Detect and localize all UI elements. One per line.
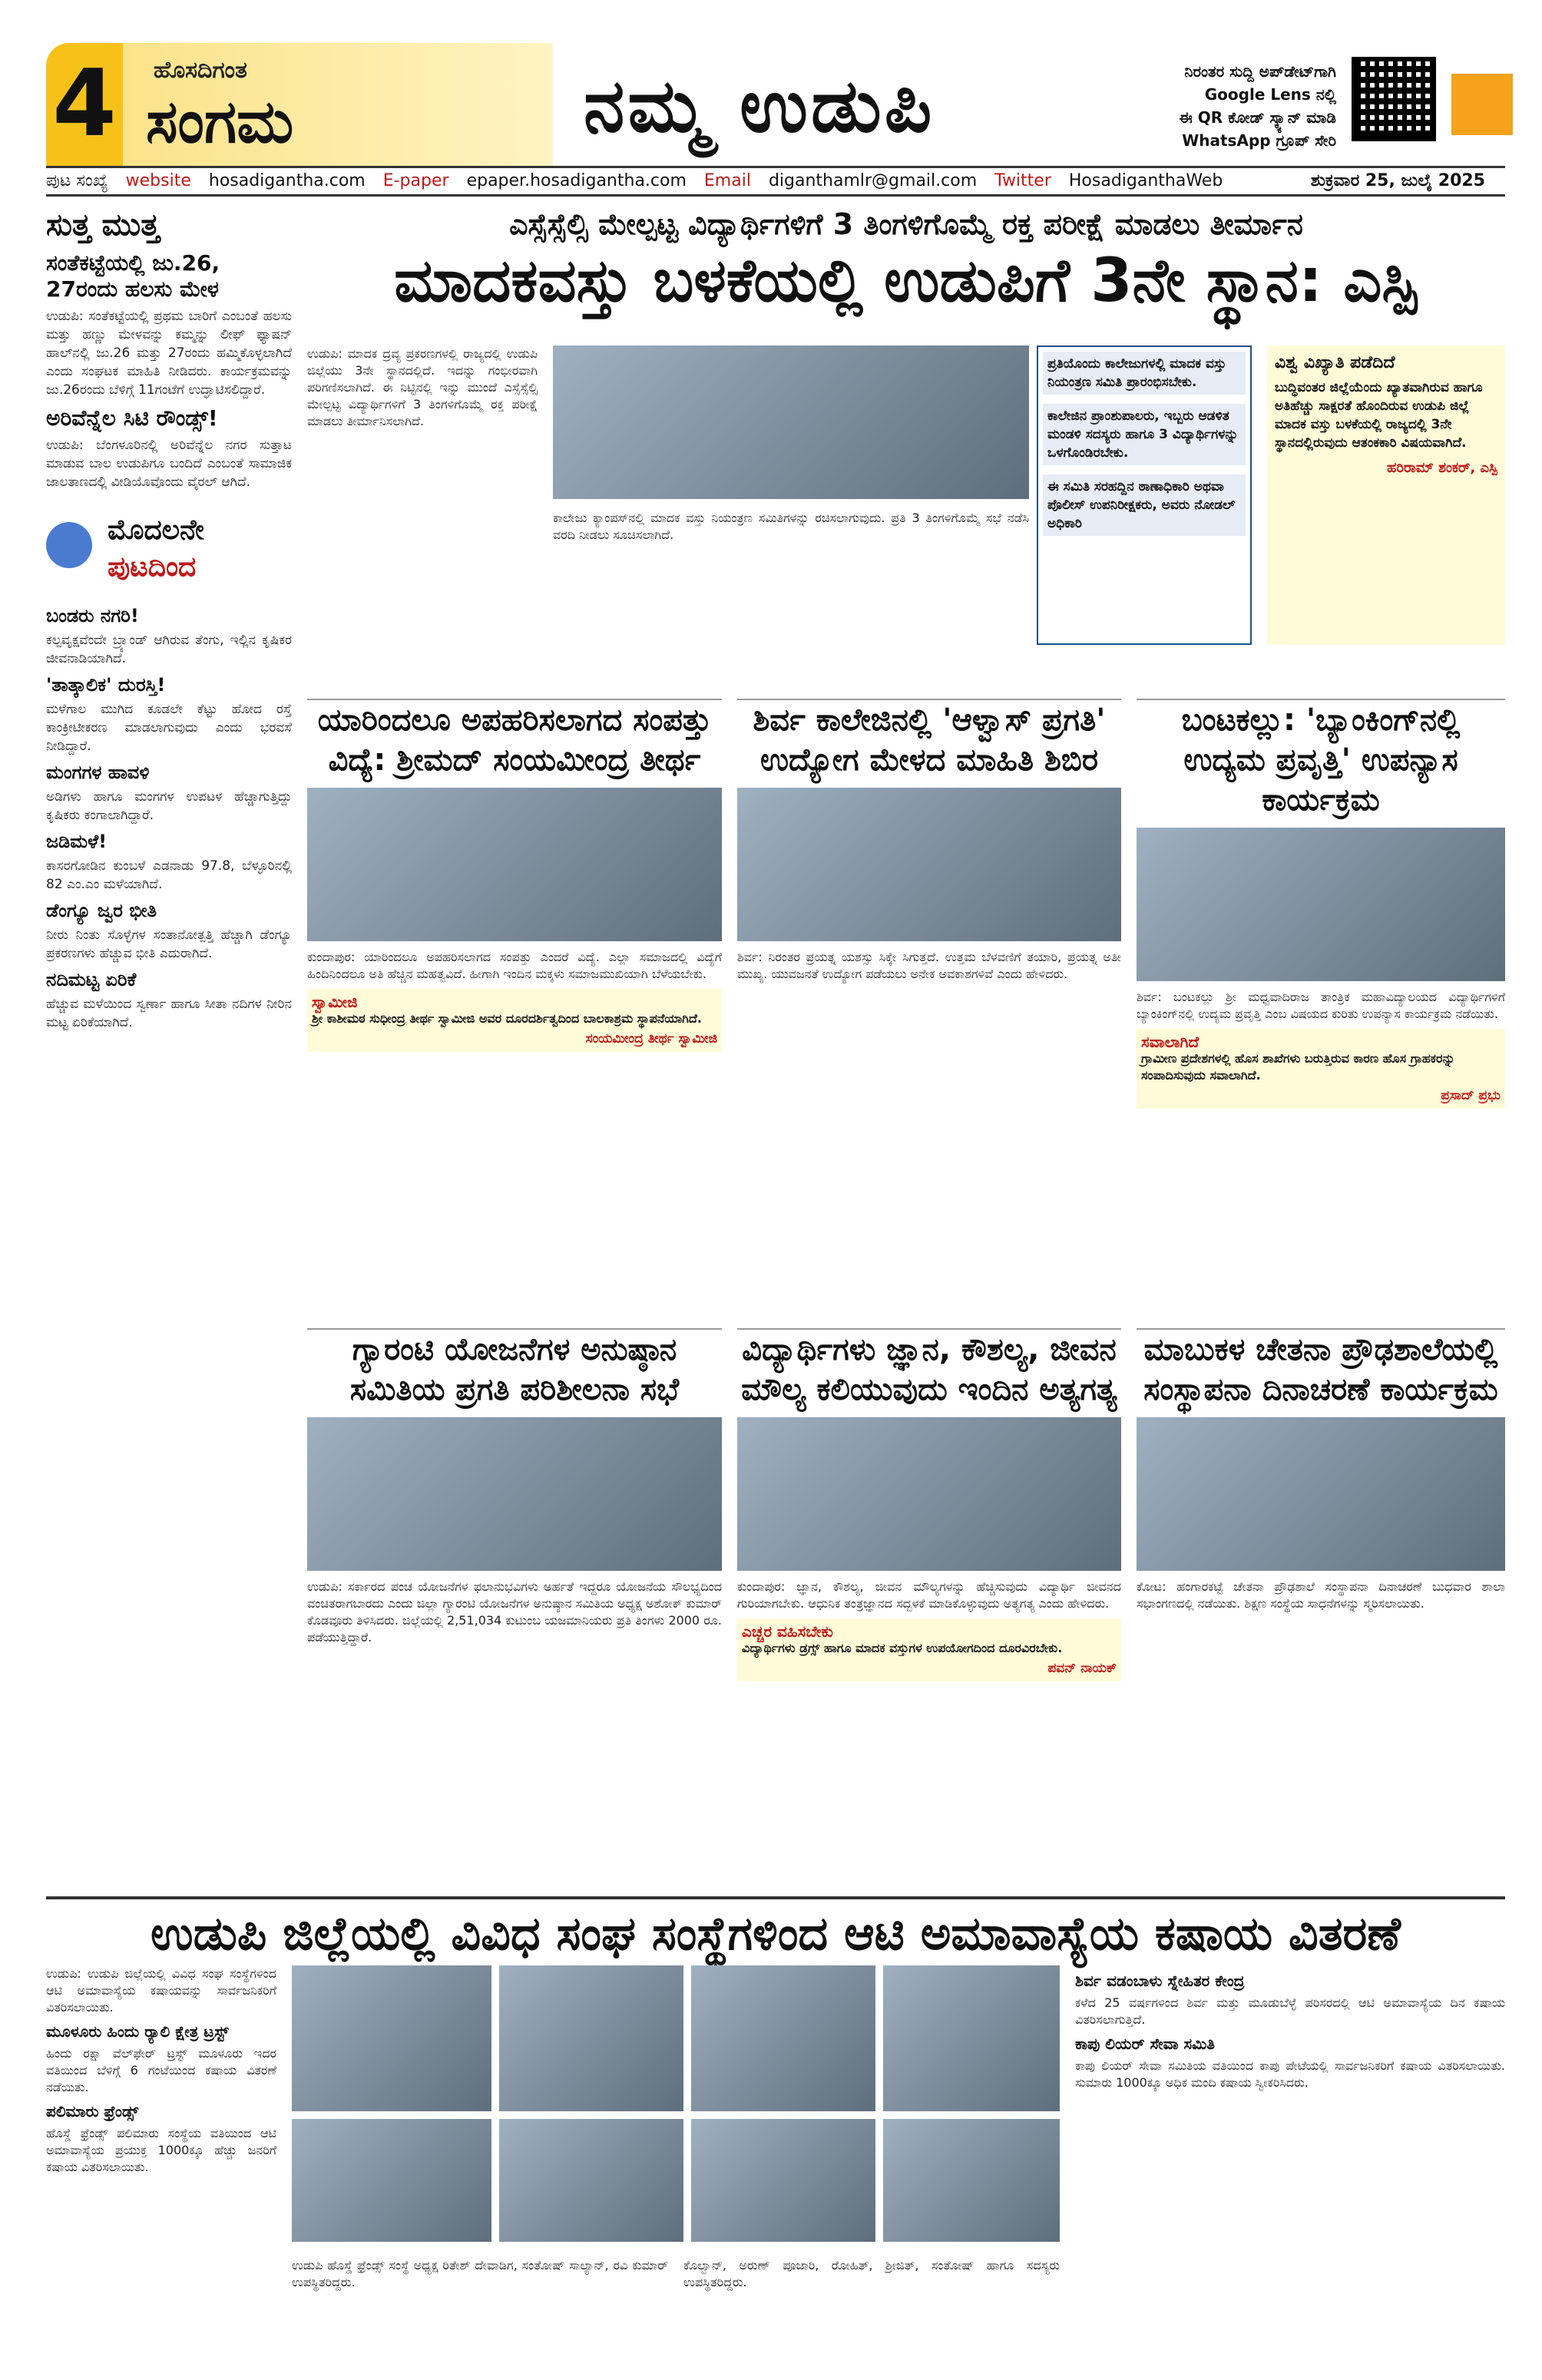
promo-line: ಈ QR ಕೋಡ್ ಸ್ಕ್ಯಾನ್ ಮಾಡಿ	[1179, 108, 1336, 127]
bottom-text: ಹೊಸ್ಡೆ ಫ್ರೆಂಡ್ಸ್ ಪಲಿಮಾರು ಸಂಸ್ಥೆಯ ವತಿಯಿಂದ ಆಟಿ ಅಮಾವಾಸ್ಯೆಯ ಪ್ರಯುಕ್ತ 1000ಕ್ಕೂ ಹೆಚ್ಚು ಜನರಿಗೆ ಕಷಾಯ ವಿತರಿಸಲಾಯಿತು.	[46, 2126, 276, 2174]
lead-kicker: ಎಸ್ಸೆಸ್ಸೆಲ್ಸಿ ಮೇಲ್ಪಟ್ಟ ವಿದ್ಯಾರ್ಥಿಗಳಿಗೆ 3 ತಿಂಗಳಿಗೊಮ್ಮೆ ರಕ್ತ ಪರೀಕ್ಷೆ ಮಾಡಲು ತೀರ್ಮಾನ	[509, 207, 1303, 241]
quote-text: ಬುದ್ಧಿವಂತರ ಜಿಲ್ಲೆಯೆಂದು ಖ್ಯಾತವಾಗಿರುವ ಹಾಗೂ ಅತಿಹೆಚ್ಚು ಸಾಕ್ಷರತೆ ಹೊಂದಿರುವ ಉಡುಪಿ ಜಿಲ್ಲೆ ಮಾದಕ ವಸ್ತು ಬಳಕೆಯಲ್ಲಿ ರಾಜ್ಯದಲ್ಲಿ 3ನೇ ಸ್ಥಾನದಲ್ಲಿರುವುದು ಆತಂಕಕಾರಿ ವಿಷಯವಾಗಿದೆ.	[1275, 380, 1483, 451]
bottom-subheading: ಕಾಪು ಲಿಯರ್ ಸೇವಾ ಸಮಿತಿ	[1075, 2035, 1215, 2053]
brief-text: ಉಡುಪಿ: ಬೆಂಗಳೂರಿನಲ್ಲಿ ಅರಿವೆನ್ನೆಲ ನಗರ ಸುತ್ತಾಟ ಮಾಡುವ ಬಾಲ ಉಡುಪಿಗೂ ಬಂದಿದೆ ಎಂಬಂತೆ ಸಾಮಾಜಿಕ ಜಾಲತಾಣದಲ್ಲಿ ವೀಡಿಯೊವೊಂದು ವೈರಲ್ ಆಗಿದೆ.	[46, 438, 292, 490]
brand-logo-top: ಹೊಸದಿಗಂತ	[154, 57, 247, 84]
brief-heading: ಸಂತೆಕಟ್ಟೆಯಲ್ಲಿ ಜು.26, 27ರಂದು ಹಲಸು ಮೇಳ	[46, 250, 220, 302]
bottom-text: ಕಾಪು ಲಿಯರ್ ಸೇವಾ ಸಮಿತಿಯ ವತಿಯಿಂದ ಕಾಪು ಪೇಟೆಯಲ್ಲಿ ಸಾರ್ವಜನಿಕರಿಗೆ ಕಷಾಯ ವಿತರಿಸಲಾಯಿತು. ಸುಮಾರು 1000ಕ್ಕೂ ಅಧಿಕ ಮಂದಿ ಕಷಾಯ ಸ್ವೀಕರಿಸಿದರು.	[1075, 2058, 1505, 2090]
story-guarantee	[307, 1328, 722, 1881]
callout-author: ಪವನ್ ನಾಯಕ್	[1047, 1661, 1117, 1676]
bottom-subheading: ಶಿರ್ವ ವಡಂಬಾಳು ಸ್ನೇಹಿತರ ಕೇಂದ್ರ	[1075, 1972, 1245, 1990]
brief-text: ಮಳೆಗಾಲ ಮುಗಿದ ಕೂಡಲೇ ಕೆಟ್ಟು ಹೋದ ರಸ್ತೆ ಕಾಂಕ್ರೀಟೀಕರಣ ಮಾಡಲಾಗುವುದು ಎಂದು ಭರವಸೆ ನೀಡಿದ್ದಾರೆ.	[46, 702, 292, 754]
brief-text: ನೀರು ನಿಂತು ಸೊಳ್ಳೆಗಳ ಸಂತಾನೋತ್ಪತ್ತಿ ಹೆಚ್ಚಾಗಿ ಡೆಂಗ್ಯೂ ಪ್ರಕರಣಗಳು ಹೆಚ್ಚುವ ಭೀತಿ ಎದುರಾಗಿದೆ.	[46, 927, 292, 961]
story-headline: ವಿದ್ಯಾರ್ಥಿಗಳು ಜ್ಞಾನ, ಕೌಶಲ್ಯ, ಜೀವನ ಮೌಲ್ಯ ಕಲಿಯುವುದು ಇಂದಿನ ಅತ್ಯಗತ್ಯ	[741, 1332, 1117, 1407]
issue-date: ಶುಕ್ರವಾರ 25, ಜುಲೈ 2025	[1310, 171, 1485, 190]
kashaya-photo	[499, 2119, 683, 2242]
quote-author: ಹರಿರಾಮ್ ಶಂಕರ್, ಎಸ್ಪಿ	[1387, 460, 1497, 476]
brief-heading: ಬಂಡರು ನಗರಿ!	[46, 605, 139, 626]
lead-photo	[553, 345, 1029, 499]
story-text: ಶಿರ್ವ: ನಿರಂತರ ಪ್ರಯತ್ನ ಯಶಸ್ಸು ಸಿಕ್ಕೇ ಸಿಗುತ್ತದೆ. ಉತ್ತಮ ಬೆಳವಣಿಗೆ ತಯಾರಿ, ಪ್ರಯತ್ನ ಅತೀ ಮುಖ್ಯ. ಯುವಜನತೆ ಉದ್ಯೋಗ ಪಡೆಯಲು ಅನೇಕ ಅವಕಾಶಗಳಿವೆ ಎಂದು ಹೇಳಿದರು.	[737, 950, 1121, 981]
photo-caption: ಕೊಲ್ವಾನ್, ಅರುಣ್ ಪೂಜಾರಿ, ರೋಹಿತ್, ಶ್ರೀಜಿತ್, ಸಂತೋಷ್ ಹಾಗೂ ಸದಸ್ಯರು ಉಪಸ್ಥಿತರಿದ್ದರು.	[683, 2258, 1060, 2289]
story-photo	[737, 1417, 1121, 1571]
bottom-col-3	[1075, 1965, 1505, 2091]
story-photo	[1137, 828, 1505, 981]
bottom-photos	[292, 1965, 1060, 2380]
lead-quote	[1267, 345, 1505, 645]
epaper-link[interactable]: epaper.hosadigantha.com	[466, 171, 687, 190]
kashaya-photo	[292, 1965, 491, 2111]
sidebar-point: ಈ ಸಮಿತಿ ಸರಹದ್ದಿನ ಠಾಣಾಧಿಕಾರಿ ಅಥವಾ ಪೊಲೀಸ್ ಉಪನಿರೀಕ್ಷಕರು, ಅವರು ನೋಡಲ್ ಅಧಿಕಾರಿ	[1043, 474, 1246, 536]
brief-text: ಉಡುಪಿ: ಸಂತೆಕಟ್ಟೆಯಲ್ಲಿ ಪ್ರಥಮ ಬಾರಿಗೆ ಎಂಬಂತೆ ಹಲಸು ಮತ್ತು ಹಣ್ಣು ಮೇಳವನ್ನು ಕಮ್ಮನ್ನು ಲೀಫ್ ಫ್ಯಾಷನ್ ಹಾಲ್‌ನಲ್ಲಿ ಜು.26 ಮತ್ತು 27ರಂದು ಹಮ್ಮಿಕೊಳ್ಳಲಾಗಿದೆ ಎಂದು ಸಂಘಟಕ ಮಾಹಿತಿ ನೀಡಿದರು. ಕಾರ್ಯಕ್ರಮವನ್ನು ಜು.26ರಂದು ಬೆಳಿಗ್ಗೆ 11ಗಂಟೆಗೆ ಉದ್ಘಾಟಿಸಲಿದ್ದಾರೆ.	[46, 309, 292, 398]
brief-heading: ಅರಿವೆನ್ನೆಲ ಸಿಟಿ ರೌಂಡ್ಸ್!	[46, 405, 218, 431]
main-area	[307, 207, 1505, 1676]
callout-author: ಪ್ರಸಾದ್ ಪ್ರಭು	[1441, 1088, 1501, 1103]
twitter-label: Twitter	[994, 171, 1051, 190]
first-page-box	[46, 514, 292, 599]
sidebar-point: ಪ್ರತಿಯೊಂದು ಕಾಲೇಜುಗಳಲ್ಲಿ ಮಾದಕ ವಸ್ತು ನಿಯಂತ್ರಣ ಸಮಿತಿ ಪ್ರಾರಂಭಿಸಬೇಕು.	[1043, 352, 1246, 395]
story-headline: ಯಾರಿಂದಲೂ ಅಪಹರಿಸಲಾಗದ ಸಂಪತ್ತು ವಿದ್ಯೆ: ಶ್ರೀಮದ್ ಸಂಯಮೀಂದ್ರ ತೀರ್ಥ	[317, 702, 712, 778]
brief-heading: ಡೆಂಗ್ಯೂ ಜ್ವರ ಭೀತಿ	[46, 900, 157, 921]
qr-promo-text	[1106, 60, 1336, 152]
story-chetana-school	[1137, 1328, 1505, 1881]
email-label: Email	[703, 171, 751, 190]
brief-heading: 'ತಾತ್ಕಾಲಿಕ' ದುರಸ್ತಿ!	[46, 674, 166, 696]
story-headline: ಮಾಬುಕಳ ಚೇತನಾ ಪ್ರೌಢಶಾಲೆಯಲ್ಲಿ ಸಂಸ್ಥಾಪನಾ ದಿನಾಚರಣೆ ಕಾರ್ಯಕ್ರಮ	[1143, 1332, 1498, 1407]
kashaya-photo	[691, 2119, 875, 2242]
pages-label: ಪುಟ ಸಂಖ್ಯೆ	[46, 171, 108, 190]
story-text: ಕುಂದಾಪುರ: ಜ್ಞಾನ, ಕೌಶಲ್ಯ, ಜೀವನ ಮೌಲ್ಯಗಳನ್ನು ಹೆಚ್ಚಿಸುವುದು ವಿದ್ಯಾರ್ಥಿ ಜೀವನದ ಗುರಿಯಾಗಬೇಕು. ಆಧುನಿಕ ತಂತ್ರಜ್ಞಾನದ ಸದ್ಬಳಕೆ ಮಾಡಿಕೊಳ್ಳುವುದು ಅತ್ಯಗತ್ಯ ಎಂದು ಹೇಳಿದರು.	[737, 1579, 1121, 1611]
bottom-grid	[46, 1965, 1505, 2380]
brief-heading: ನದಿಮಟ್ಟ ಏರಿಕೆ	[46, 969, 137, 990]
lead-story	[307, 345, 1029, 645]
sidebar-point: ಕಾಲೇಜಿನ ಪ್ರಾಂಶುಪಾಲರು, ಇಬ್ಬರು ಆಡಳಿತ ಮಂಡಳಿ ಸದಸ್ಯರು ಹಾಗೂ 3 ವಿದ್ಯಾರ್ಥಿಗಳನ್ನು ಒಳಗೊಂಡಿರಬೇಕು.	[1043, 404, 1246, 465]
brief-list	[46, 605, 292, 1032]
bottom-subheading: ಪಲಿಮಾರು ಫ್ರೆಂಡ್ಸ್	[46, 2102, 139, 2121]
left-column	[46, 207, 292, 1881]
bottom-text: ಕಳೆದ 25 ವರ್ಷಗಳಿಂದ ಶಿರ್ವ ಮತ್ತು ಮೂಡುಬೆಳ್ಳೆ ಪರಿಸರದಲ್ಲಿ ಆಟಿ ಅಮಾವಾಸ್ಯೆಯ ದಿನ ಕಷಾಯ ವಿತರಿಸಲಾಗುತ್ತಿದೆ.	[1075, 1995, 1505, 2027]
first-page-label-2: ಪುಟದಿಂದ	[108, 551, 197, 583]
brief-text: ಕಲ್ಪವೃಕ್ಷವೆಂದೇ ಬ್ರ್ಯಾಂಡ್ ಆಗಿರುವ ತೆಂಗು, ಇಲ್ಲಿನ ಕೃಷಿಕರ ಜೀವನಾಡಿಯಾಗಿದೆ.	[46, 633, 292, 666]
bottom-text: ಉಡುಪಿ: ಉಡುಪಿ ಜಿಲ್ಲೆಯಲ್ಲಿ ವಿವಿಧ ಸಂಘ ಸಂಸ್ಥೆಗಳಿಂದ ಆಟಿ ಅಮಾವಾಸ್ಯೆಯ ಕಷಾಯವನ್ನು ಸಾರ್ವಜನಿಕರಿಗೆ ವಿತರಿಸಲಾಯಿತು.	[46, 1966, 276, 2015]
story-callout	[737, 1618, 1121, 1681]
lead-text: ಉಡುಪಿ: ಮಾದಕ ದ್ರವ್ಯ ಪ್ರಕರಣಗಳಲ್ಲಿ ರಾಜ್ಯದಲ್ಲಿ ಉಡುಪಿ ಜಿಲ್ಲೆಯು 3ನೇ ಸ್ಥಾನದಲ್ಲಿದೆ. ಇದನ್ನು ಗಂಭೀರವಾಗಿ ಪರಿಗಣಿಸಲಾಗಿದೆ. ಈ ನಿಟ್ಟಿನಲ್ಲಿ ಇನ್ನು ಮುಂದೆ ಎಸ್ಸೆಸ್ಸೆಲ್ಸಿ ಮೇಲ್ಪಟ್ಟ ವಿದ್ಯಾರ್ಥಿಗಳಿಗೆ 3 ತಿಂಗಳಿಗೊಮ್ಮೆ ರಕ್ತ ಪರೀಕ್ಷೆ ಮಾಡಲು ತೀರ್ಮಾನಿಸಲಾಗಿದೆ.	[307, 346, 538, 428]
brief-text: ಅಡಿಗಳು ಹಾಗೂ ಮಂಗಗಳ ಉಪಟಳ ಹೆಚ್ಚಾಗುತ್ತಿದ್ದು ಕೃಷಿಕರು ಕಂಗಾಲಾಗಿದ್ದಾರೆ.	[46, 789, 292, 823]
story-photo	[737, 788, 1121, 941]
story-students	[737, 1328, 1121, 1881]
story-headline: ಗ್ಯಾರಂಟಿ ಯೋಜನೆಗಳ ಅನುಷ್ಠಾನ ಸಮಿತಿಯ ಪ್ರಗತಿ ಪರಿಶೀಲನಾ ಸಭೆ	[349, 1332, 680, 1407]
epaper-label: E-paper	[382, 171, 449, 190]
story-headline: ಶಿರ್ವ ಕಾಲೇಜಿನಲ್ಲಿ 'ಆಳ್ವಾಸ್ ಪ್ರಗತಿ' ಉದ್ಯೋಗ ಮೇಳದ ಮಾಹಿತಿ ಶಿಬಿರ	[753, 702, 1106, 778]
callout-text: ಗ್ರಾಮೀಣ ಪ್ರದೇಶಗಳಲ್ಲಿ ಹೊಸ ಶಾಖೆಗಳು ಬರುತ್ತಿರುವ ಕಾರಣ ಹೊಸ ಗ್ರಾಹಕರನ್ನು ಸಂಪಾದಿಸುವುದು ಸವಾಲಾಗಿದೆ.	[1141, 1051, 1455, 1083]
lead-text-2: ಕಾಲೇಜು ಕ್ಯಾಂಪಸ್‌ನಲ್ಲಿ ಮಾದಕ ವಸ್ತು ನಿಯಂತ್ರಣ ಸಮಿತಿಗಳನ್ನು ರಚಿಸಲಾಗುವುದು. ಪ್ರತಿ 3 ತಿಂಗಳಿಗೊಮ್ಮೆ ಸಭೆ ನಡೆಸಿ ವರದಿ ನೀಡಲು ಸೂಚಿಸಲಾಗಿದೆ.	[553, 511, 1029, 542]
info-bar	[46, 166, 1505, 197]
brand-section-name: ಸಂಗಮ	[146, 88, 294, 157]
lead-sidebar	[1037, 345, 1252, 645]
bottom-col-1	[46, 1965, 276, 2176]
promo-line: ನಿರಂತರ ಸುದ್ದಿ ಅಪ್‌ಡೇಟ್‌ಗಾಗಿ	[1184, 62, 1336, 81]
brief-text: ಹೆಚ್ಚುವ ಮಳೆಯಿಂದ ಸ್ವರ್ಣಾ ಹಾಗೂ ಸೀತಾ ನದಿಗಳ ನೀರಿನ ಮಟ್ಟ ಏರಿಕೆಯಾಗಿದೆ.	[46, 997, 292, 1030]
story-photo	[307, 1417, 722, 1571]
kashaya-photo	[292, 2119, 491, 2242]
website-link[interactable]: hosadigantha.com	[208, 171, 366, 190]
brief-heading: ಮಂಗಗಳ ಹಾವಳಿ	[46, 762, 150, 783]
lead-headline: ಮಾದಕವಸ್ತು ಬಳಕೆಯಲ್ಲಿ ಉಡುಪಿಗೆ 3ನೇ ಸ್ಥಾನ: ಎಸ್ಪಿ	[394, 246, 1418, 316]
city-title: ನಮ್ಮ ಉಡುಪಿ	[584, 63, 935, 149]
callout-heading: ಎಚ್ಚರ ವಹಿಸಬೇಕು	[742, 1622, 833, 1641]
first-page-label: ಮೊದಲನೇ	[108, 514, 204, 546]
callout-author: ಸಂಯಮೀಂದ್ರ ತೀರ್ಥ ಸ್ವಾಮೀಜಿ	[585, 1031, 717, 1046]
promo-line: WhatsApp ಗ್ರೂಪ್ ಸೇರಿ	[1182, 131, 1336, 150]
story-headline: ಬಂಟಕಲ್ಲು: 'ಬ್ಯಾಂಕಿಂಗ್‌ನಲ್ಲಿ ಉದ್ಯಮ ಪ್ರವೃತ್ತಿ' ಉಪನ್ಯಾಸ ಕಾರ್ಯಕ್ರಮ	[1181, 702, 1461, 818]
masthead	[46, 43, 1505, 166]
kashaya-photo	[883, 1965, 1060, 2111]
brief-text: ಕಾಸರಗೋಡಿನ ಕುಂಬಳೆ ಎಡನಾಡು 97.8, ಬೆಳ್ಳೂರಿನಲ್ಲಿ 82 ಎಂ.ಎಂ ಮಳೆಯಾಗಿದೆ.	[46, 858, 292, 892]
callout-heading: ಸ್ವಾಮೀಜಿ	[312, 993, 358, 1011]
callout-heading: ಸವಾಲಾಗಿದೆ	[1141, 1033, 1200, 1051]
brief-heading: ಜಡಿಮಳೆ!	[46, 831, 108, 852]
story-text: ಶಿರ್ವ: ಬಂಟಕಲ್ಲು ಶ್ರೀ ಮಧ್ವವಾದಿರಾಜ ತಾಂತ್ರಿಕ ಮಹಾವಿದ್ಯಾಲಯದ ವಿದ್ಯಾರ್ಥಿಗಳಿಗೆ ಬ್ಯಾಂಕಿಂಗ್‌ನಲ್ಲಿ ಉದ್ಯಮ ಪ್ರವೃತ್ತಿ ಎಂಬ ವಿಷಯದ ಕುರಿತು ಉಪನ್ಯಾಸ ಕಾರ್ಯಕ್ರಮ ನಡೆಯಿತು.	[1137, 990, 1505, 1021]
kashaya-photo	[499, 1965, 683, 2111]
qr-code-icon[interactable]	[1352, 57, 1436, 141]
bottom-story	[46, 1896, 1505, 2289]
pencil-icon	[46, 522, 92, 568]
story-callout	[1137, 1029, 1505, 1109]
bottom-subheading: ಮೂಳೂರು ಹಿಂದು ರ‍್ಯಾಲಿ ಕ್ಷೇತ್ರ ಟ್ರಸ್ಟ್	[46, 2022, 229, 2041]
kashaya-photo	[691, 1965, 875, 2111]
story-text: ಕುಂದಾಪುರ: ಯಾರಿಂದಲೂ ಅಪಹರಿಸಲಾಗದ ಸಂಪತ್ತು ಎಂದರೆ ವಿದ್ಯೆ. ಎಲ್ಲಾ ಸಮಾಜದಲ್ಲಿ ವಿದ್ಯೆಗೆ ಹಿಂದಿನಿಂದಲೂ ಅತಿ ಹೆಚ್ಚಿನ ಮಹತ್ವವಿದೆ. ಹೀಗಾಗಿ ಇಂದಿನ ಮಕ್ಕಳು ಸಮಾಜಮುಖಿಯಾಗಿ ಬೆಳೆಯಬೇಕು.	[307, 950, 722, 981]
story-text: ಉಡುಪಿ: ಸರ್ಕಾರದ ಪಂಚ ಯೋಜನೆಗಳ ಫಲಾನುಭವಿಗಳು ಅರ್ಹತೆ ಇದ್ದರೂ ಯೋಜನೆಯ ಸೌಲಭ್ಯದಿಂದ ವಂಚಿತರಾಗಬಾರದು ಎಂದು ಜಿಲ್ಲಾ ಗ್ಯಾರಂಟಿ ಯೋಜನೆಗಳ ಅನುಷ್ಠಾನ ಸಮಿತಿಯ ಅಧ್ಯಕ್ಷ ಅಶೋಕ್ ಕುಮಾರ್ ಕೊಡವೂರು ತಿಳಿಸಿದರು. ಜಿಲ್ಲೆಯಲ್ಲಿ 2,51,034 ಕುಟುಂಬ ಯಜಮಾನಿಯರು ಪ್ರತಿ ತಿಂಗಳು 2000 ರೂ. ಪಡೆಯುತ್ತಿದ್ದಾರೆ.	[307, 1579, 722, 1645]
promo-line: Google Lens ನಲ್ಲಿ	[1204, 85, 1336, 104]
kashaya-photo	[883, 2119, 1060, 2242]
decorative-corner	[1451, 74, 1513, 135]
bottom-headline: ಉಡುಪಿ ಜಿಲ್ಲೆಯಲ್ಲಿ ವಿವಿಧ ಸಂಘ ಸಂಸ್ಥೆಗಳಿಂದ ಆಟಿ ಅಮಾವಾಸ್ಯೆಯ ಕಷಾಯ ವಿತರಣೆ	[46, 1896, 1505, 1961]
photo-caption: ಉಡುಪಿ ಹೊಸ್ಡೆ ಫ್ರೆಂಡ್ಸ್ ಸಂಸ್ಥೆ ಅಧ್ಯಕ್ಷ ರಿತೇಶ್ ದೇವಾಡಿಗ, ಸಂತೋಷ್ ಸಾಲ್ಯಾನ್, ರವಿ ಕುಮಾರ್ ಉಪಸ್ಥಿತರಿದ್ದರು.	[292, 2258, 668, 2289]
quote-title: ವಿಶ್ವ ವಿಖ್ಯಾತಿ ಪಡೆದಿದೆ	[1275, 353, 1395, 372]
section-title: ಸುತ್ತ ಮುತ್ತ	[46, 207, 160, 243]
page-number: 4	[46, 43, 123, 166]
callout-text: ವಿದ್ಯಾರ್ಥಿಗಳು ಡ್ರಗ್ಸ್ ಹಾಗೂ ಮಾದಕ ವಸ್ತುಗಳ ಉಪಯೋಗದಿಂದ ದೂರವಿರಬೇಕು.	[742, 1641, 1063, 1655]
website-label: website	[125, 171, 191, 190]
story-text: ಕೋಟ: ಹಂಗಾರಕಟ್ಟೆ ಚೇತನಾ ಪ್ರೌಢಶಾಲೆ ಸಂಸ್ಥಾಪನಾ ದಿನಾಚರಣೆ ಬುಧವಾರ ಶಾಲಾ ಸಭಾಂಗಣದಲ್ಲಿ ನಡೆಯಿತು. ಶಿಕ್ಷಣ ಸಂಸ್ಥೆಯ ಸಾಧನೆಗಳನ್ನು ಸ್ಮರಿಸಲಾಯಿತು.	[1137, 1579, 1505, 1611]
story-photo	[1137, 1417, 1505, 1571]
callout-text: ಶ್ರೀ ಕಾಶೀಮಠ ಸುಧೀಂದ್ರ ತೀರ್ಥ ಸ್ವಾಮೀಜಿ ಅವರ ದೂರದರ್ಶಿತ್ವದಿಂದ ಬಾಲಕಾಶ್ರಮ ಸ್ಥಾಪನೆಯಾಗಿದೆ.	[312, 1011, 702, 1026]
bottom-text: ಹಿಂದು ರಕ್ಷಾ ವೆಲ್‌ಫೇರ್ ಟ್ರಸ್ಟ್ ಮೂಳೂರು ಇದರ ವತಿಯಿಂದ ಬೆಳಿಗ್ಗೆ 6 ಗಂಟೆಯಿಂದ ಕಷಾಯ ವಿತರಣೆ ನಡೆಯಿತು.	[46, 2046, 276, 2094]
email-link[interactable]: diganthamlr@gmail.com	[768, 171, 978, 190]
story-callout	[307, 989, 722, 1052]
twitter-link[interactable]: HosadiganthaWeb	[1068, 171, 1223, 190]
story-photo	[307, 788, 722, 941]
